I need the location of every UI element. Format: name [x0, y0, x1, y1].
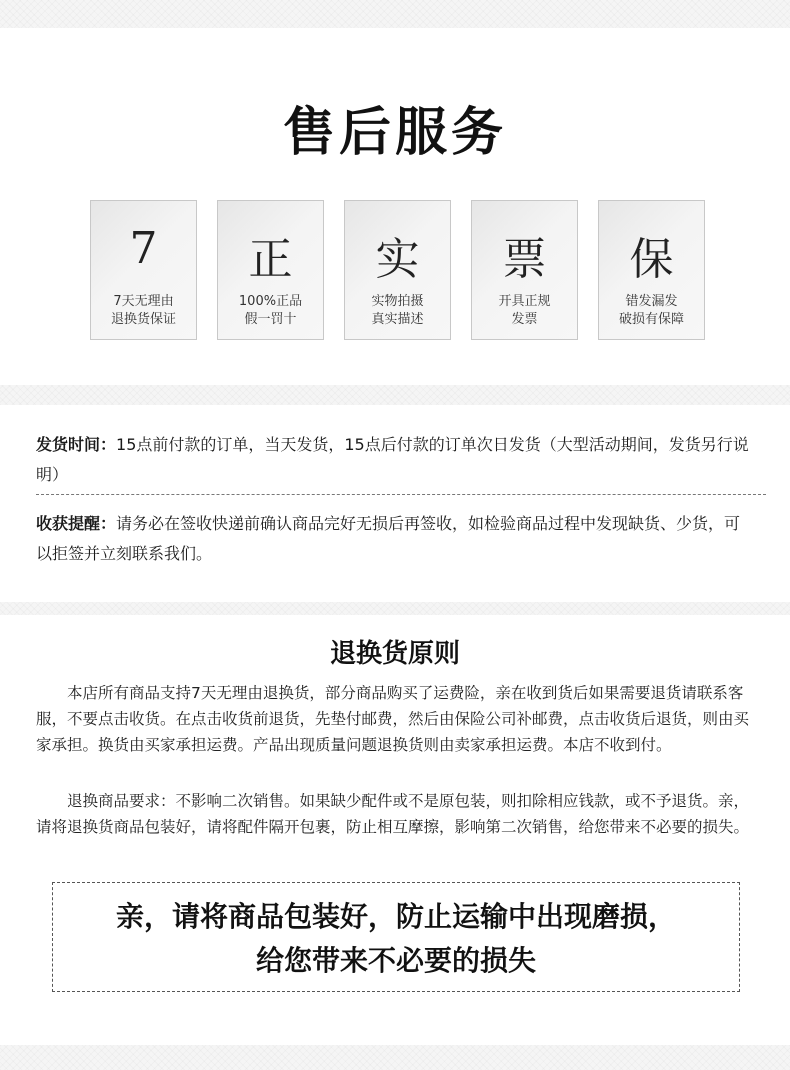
receipt-reminder — [36, 509, 756, 569]
guarantee-icon: 保 — [629, 234, 674, 285]
service-card-invoice — [471, 200, 578, 340]
service-card-caption: 100%正品 假一罚十 — [238, 294, 303, 327]
service-card-7day — [90, 200, 197, 340]
receipt-label: 收获提醒： — [36, 514, 117, 533]
returns-paragraph: 本店所有商品支持7天无理由退换货，部分商品购买了运费险，亲在收到货后如果需要退货请联系客服，不要点击收货。在点击收货前退货，先垫付邮费，然后由保险公司补邮费，点击收货后退货，则由买家承担。换货由买家承担运费。产品出现质量问题退换货则由卖家承担运费。本店不收到付。 — [36, 684, 750, 754]
packaging-notice — [52, 882, 740, 992]
service-card-caption: 实物拍摄 真实描述 — [371, 294, 424, 327]
invoice-icon: 票 — [502, 234, 547, 285]
shipping-text: 15点前付款的订单，当天发货，15点后付款的订单次日发货（大型活动期间，发货另行说明） — [36, 435, 749, 484]
genuine-icon: 正 — [248, 234, 293, 285]
returns-title: 退换货原则 — [329, 639, 460, 669]
service-card-caption: 7天无理由 退换货保证 — [110, 294, 176, 327]
notice-line: 亲，请将商品包装好，防止运输中出现磨损， — [115, 900, 676, 933]
receipt-text: 请务必在签收快递前确认商品完好无损后再签收，如检验商品过程中发现缺货、少货，可以拒签并立刻联系我们。 — [36, 514, 741, 563]
service-card-guarantee — [598, 200, 705, 340]
service-card-real-photo — [344, 200, 451, 340]
service-card-caption: 开具正规 发票 — [498, 294, 551, 327]
shipping-label: 发货时间： — [36, 435, 117, 454]
seven-icon: 7 — [129, 223, 158, 274]
service-cards — [90, 200, 710, 342]
service-card-genuine — [217, 200, 324, 340]
service-card-caption: 错发漏发 破损有保障 — [618, 294, 684, 327]
shipping-time — [36, 430, 756, 490]
real-icon: 实 — [375, 234, 420, 285]
notice-line: 给您带来不必要的损失 — [255, 944, 536, 977]
returns-requirements: 退换商品要求：不影响二次销售。如果缺少配件或不是原包装，则扣除相应钱款，或不予退货。亲，请将退换货商品包装好，请将配件隔开包裹，防止相互摩擦，影响第二次销售，给您带来不必要的损失。 — [36, 792, 750, 836]
divider — [36, 494, 766, 495]
page-title: 售后服务 — [282, 103, 507, 163]
